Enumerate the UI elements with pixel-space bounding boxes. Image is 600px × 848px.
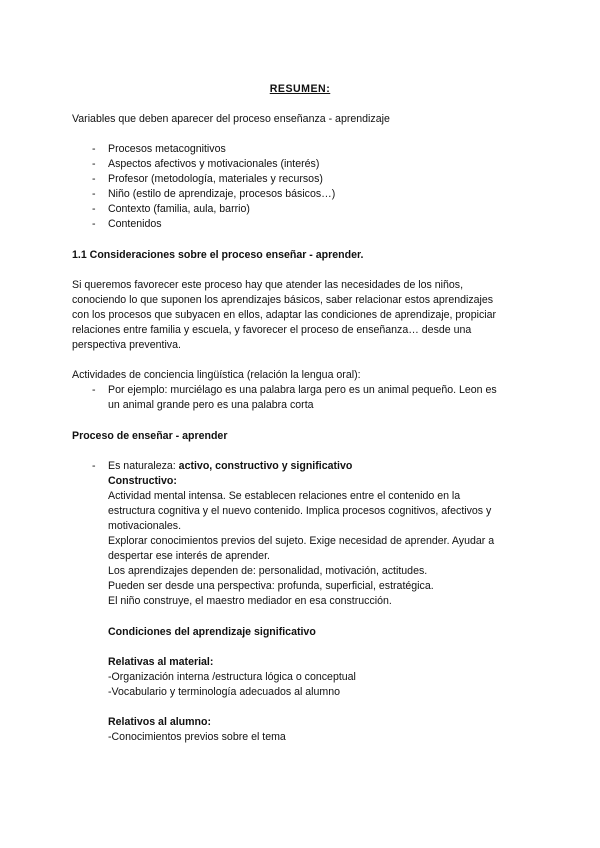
- list-item: Profesor (metodología, materiales y recursos): [108, 173, 323, 185]
- bullet-dash: -: [92, 188, 96, 200]
- nature-prefix: Es naturaleza:: [108, 460, 179, 472]
- example-line: Por ejemplo: murciélago es una palabra larga pero es un animal pequeño. Leon es: [108, 384, 497, 396]
- intro-text: Variables que deben aparecer del proceso enseñanza - aprendizaje: [72, 113, 390, 125]
- nature-bold: activo, constructivo y significativo: [178, 460, 353, 472]
- list-item: Procesos metacognitivos: [108, 143, 226, 155]
- constructivo-heading: Constructivo:: [108, 475, 177, 487]
- bullet-dash: -: [92, 384, 96, 396]
- constructivo-line: estructura cognitiva y el nuevo contenido. Implica procesos cognitivos, afectivos y: [108, 505, 492, 517]
- constructivo-line: El niño construye, el maestro mediador en esa construcción.: [108, 595, 392, 607]
- list-item: Aspectos afectivos y motivacionales (interés): [108, 158, 320, 170]
- constructivo-line: despertar ese interés de aprender.: [108, 550, 270, 562]
- alumno-heading: Relativos al alumno:: [108, 716, 212, 728]
- paragraph-line: Si queremos favorecer este proceso hay que atender las necesidades de los niños,: [72, 279, 464, 291]
- bullet-dash: -: [92, 173, 96, 185]
- bullet-dash: -: [92, 158, 96, 170]
- list-item: Contexto (familia, aula, barrio): [108, 203, 250, 215]
- paragraph-line: perspectiva preventiva.: [72, 339, 181, 351]
- bullet-dash: -: [92, 143, 96, 155]
- bullet-dash: -: [92, 203, 96, 215]
- section-heading-1: 1.1 Consideraciones sobre el proceso enseñar - aprender.: [72, 249, 364, 261]
- section-heading-2: Proceso de enseñar - aprender: [72, 430, 228, 442]
- constructivo-line: Pueden ser desde una perspectiva: profunda, superficial, estratégica.: [108, 580, 434, 592]
- constructivo-line: motivacionales.: [108, 520, 182, 532]
- bullet-dash: -: [92, 218, 96, 230]
- example-line: un animal grande pero es una palabra corta: [108, 399, 314, 411]
- condiciones-heading: Condiciones del aprendizaje significativo: [108, 626, 316, 638]
- activities-label: Actividades de conciencia lingüística (relación la lengua oral):: [72, 369, 361, 381]
- material-heading: Relativas al material:: [108, 656, 214, 668]
- material-line: -Organización interna /estructura lógica o conceptual: [108, 671, 356, 683]
- bullet-dash: -: [92, 460, 96, 472]
- nature-line: [108, 459, 352, 474]
- constructivo-line: Los aprendizajes dependen de: personalidad, motivación, actitudes.: [108, 565, 428, 577]
- list-item: Niño (estilo de aprendizaje, procesos básicos…): [108, 188, 336, 200]
- paragraph-line: relaciones entre familia y escuela, y favorecer el proceso de enseñanza… desde una: [72, 324, 472, 336]
- constructivo-line: Actividad mental intensa. Se establecen relaciones entre el contenido en la: [108, 490, 461, 502]
- material-line: -Vocabulario y terminología adecuados al alumno: [108, 686, 341, 698]
- paragraph-line: con los procesos que subyacen en ellos, adaptar las condiciones de aprendizaje, propiciar: [72, 309, 497, 321]
- list-item: Contenidos: [108, 218, 162, 230]
- page-title: RESUMEN:: [269, 83, 331, 95]
- constructivo-line: Explorar conocimientos previos del sujeto. Exige necesidad de aprender. Ayudar a: [108, 535, 495, 547]
- alumno-line: -Conocimientos previos sobre el tema: [108, 731, 286, 743]
- paragraph-line: conociendo lo que suponen los aprendizajes básicos, saber relacionar estos aprendizajes: [72, 294, 494, 306]
